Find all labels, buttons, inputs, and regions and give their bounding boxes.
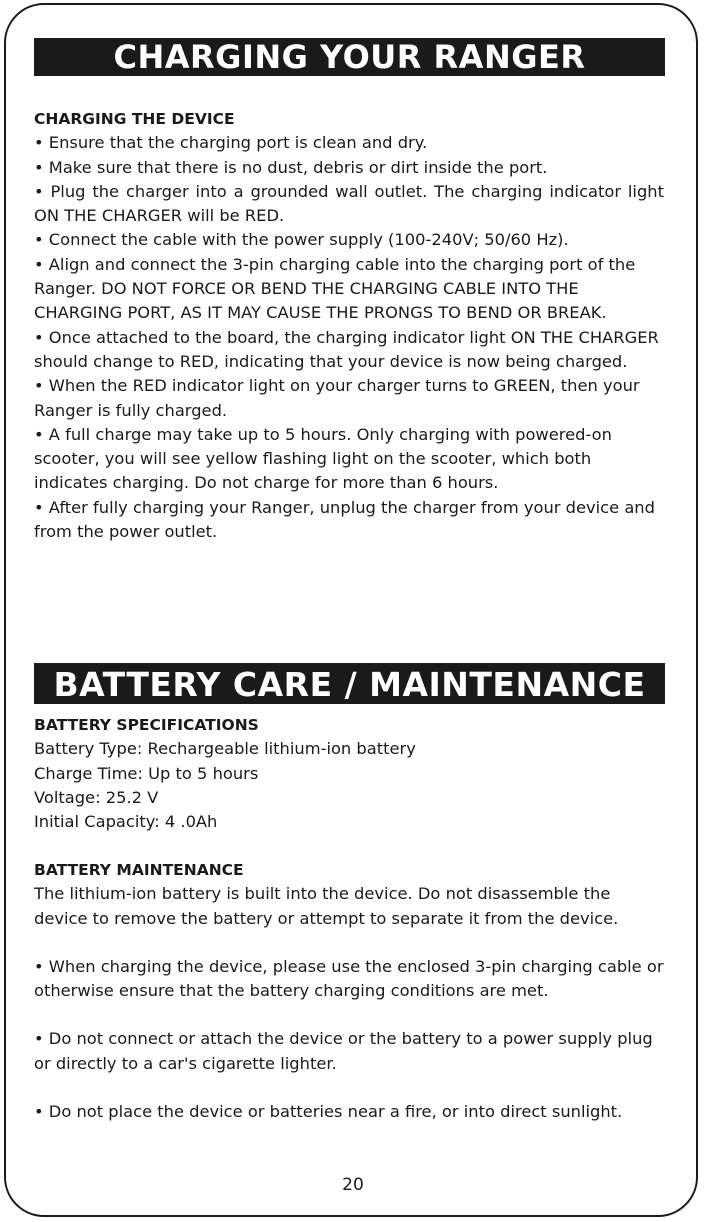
- maintenance-bullet: • Do not place the device or batteries near a fire, or into direct sunlight.: [34, 1102, 623, 1122]
- spec-line: Voltage: 25.2 V: [34, 787, 159, 807]
- maintenance-bullet: • Do not connect or attach the device or the battery to a power supply plug or directly to a car's cigarette lighter.: [34, 1029, 653, 1073]
- charging-bullet: • Once attached to the board, the charging indicator light ON THE CHARGER should change to RED, indicating that your device is now being charged.: [34, 327, 659, 371]
- battery-specs-heading: BATTERY SPECIFICATIONS: [34, 716, 259, 734]
- page-number: 20: [342, 1175, 364, 1195]
- charging-bullet: • When the RED indicator light on your charger turns to GREEN, then your Ranger is fully charged.: [34, 376, 640, 420]
- battery-banner: BATTERY CARE / MAINTENANCE: [34, 663, 665, 704]
- spec-line: Charge Time: Up to 5 hours: [34, 763, 259, 783]
- spec-line: Battery Type: Rechargeable lithium-ion battery: [34, 739, 416, 759]
- battery-maintenance-section: [34, 858, 664, 1124]
- charging-banner: CHARGING YOUR RANGER: [34, 38, 665, 76]
- charging-bullet: • After fully charging your Ranger, unplug the charger from your device and from the power outlet.: [34, 497, 655, 542]
- charging-bullet: • Make sure that there is no dust, debris or dirt inside the port.: [34, 157, 548, 177]
- maintenance-bullet: • When charging the device, please use the enclosed 3-pin charging cable or otherwise ensure that the battery charging conditions are met.: [34, 956, 664, 1001]
- charging-bullet: • Align and connect the 3-pin charging cable into the charging port of the Ranger. DO NOT FORCE OR BEND THE CHARGING CABLE INTO THE CHARGING PORT, AS IT MAY CAUSE THE PRONGS TO BEND OR BREAK.: [34, 254, 636, 323]
- charging-bullet: • Connect the cable with the power supply (100-240V; 50/60 Hz).: [34, 230, 569, 250]
- charging-bullet: • A full charge may take up to 5 hours. Only charging with powered-on scooter, you will see yellow flashing light on the scooter, which both indicates charging. Do not charge for more than 6 hours.: [34, 424, 612, 493]
- battery-specs-section: [34, 713, 664, 834]
- charging-section: [34, 107, 664, 544]
- maintenance-intro: The lithium-ion battery is built into the device. Do not disassemble the device to remove the battery or attempt to separate it from the device.: [34, 884, 619, 928]
- charging-bullet: • Plug the charger into a grounded wall outlet. The charging indicator light ON THE CHARGER will be RED.: [34, 181, 664, 226]
- charging-heading: CHARGING THE DEVICE: [34, 110, 235, 128]
- charging-bullet: • Ensure that the charging port is clean and dry.: [34, 133, 428, 153]
- spec-line: Initial Capacity: 4 .0Ah: [34, 812, 218, 832]
- battery-maintenance-heading: BATTERY MAINTENANCE: [34, 861, 244, 879]
